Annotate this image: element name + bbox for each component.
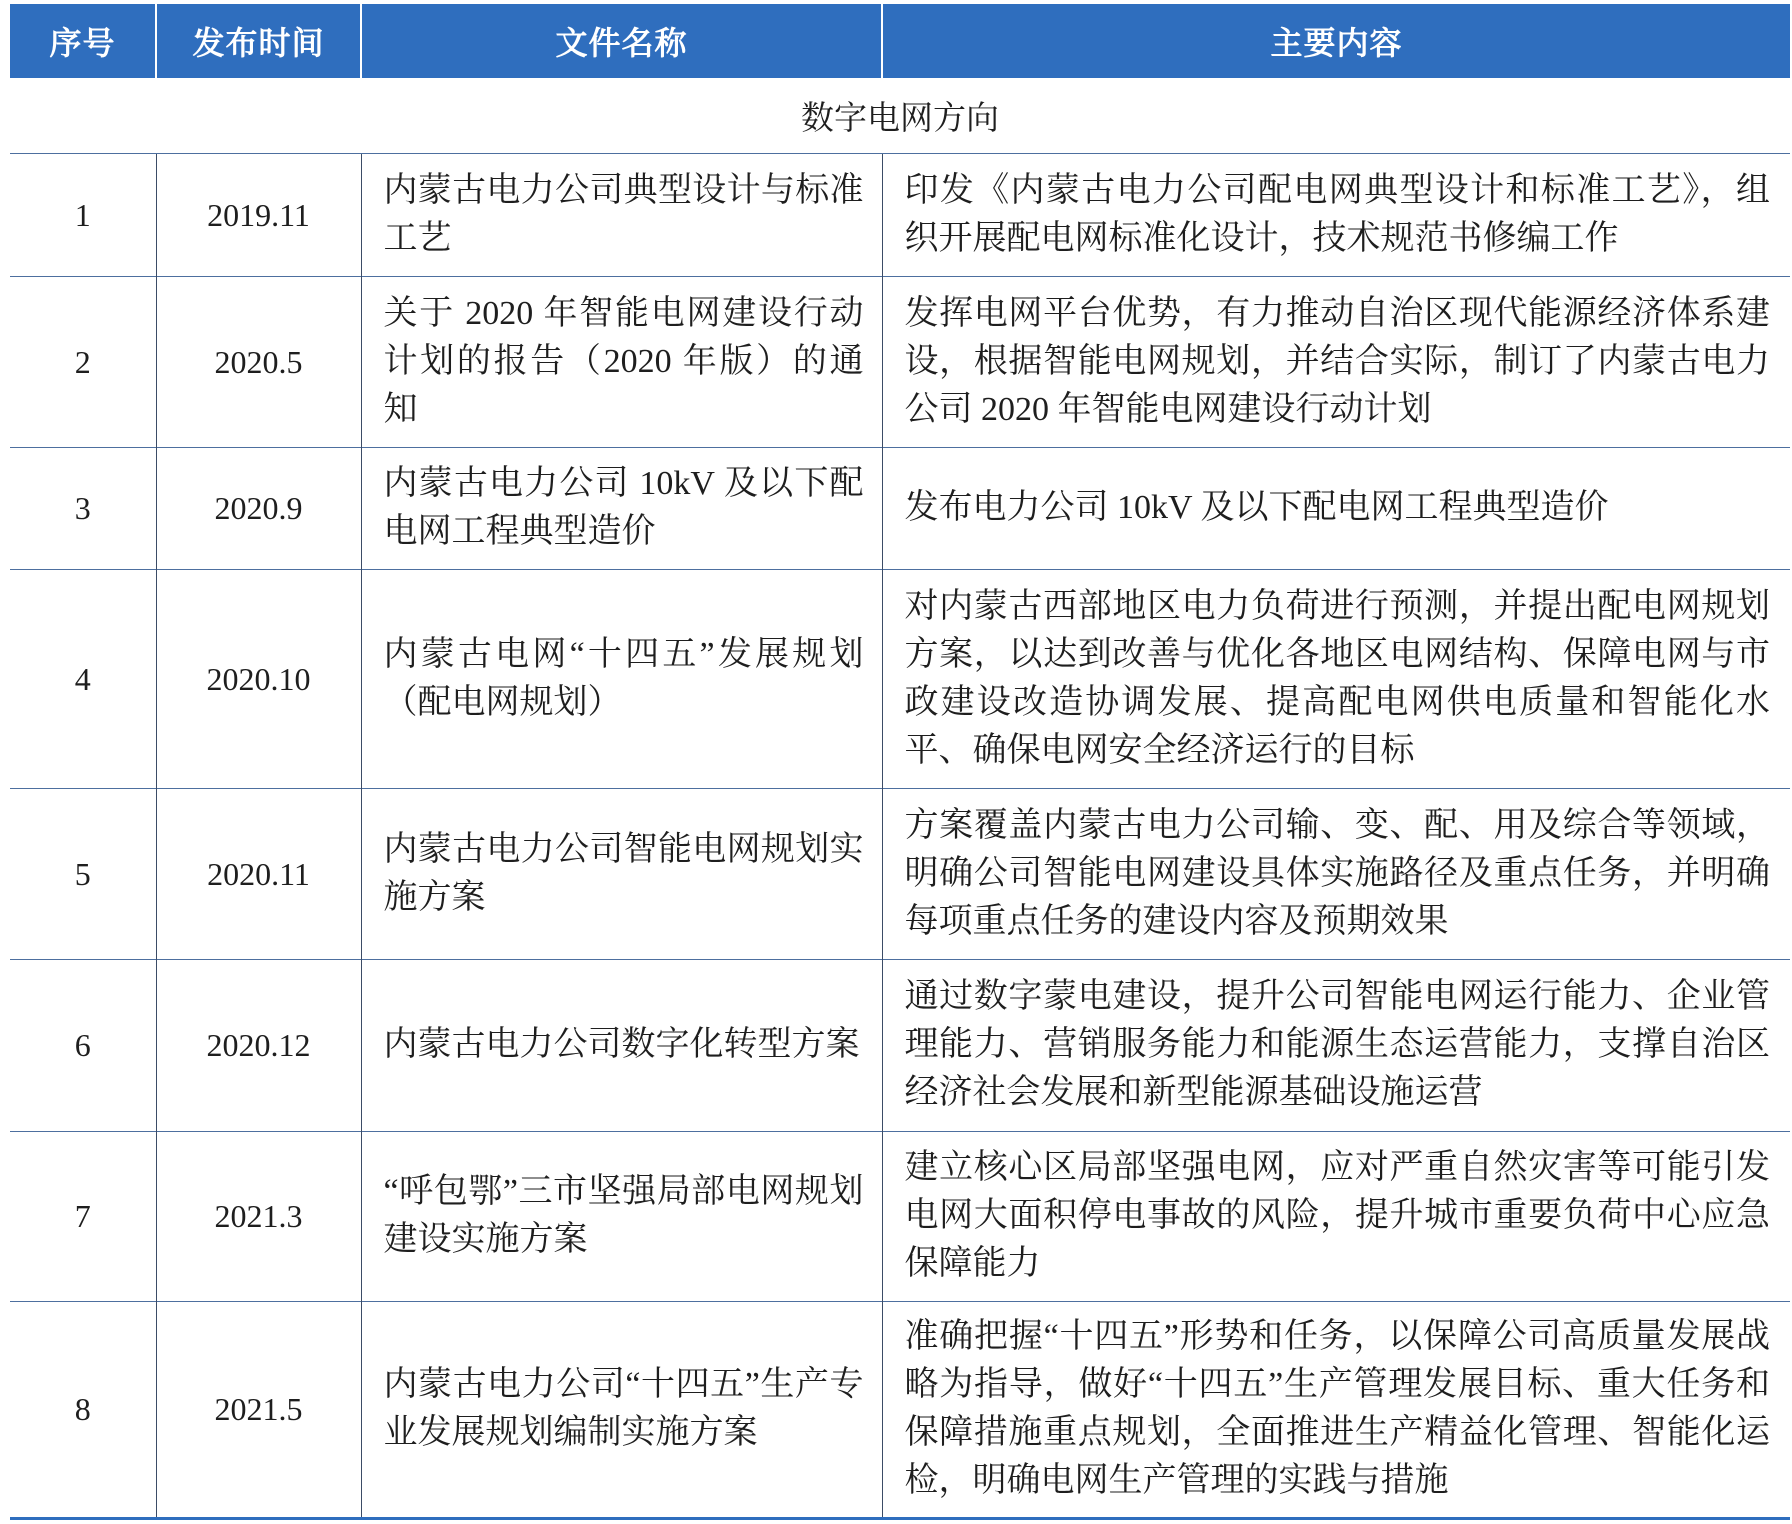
row-document-name: “呼包鄂”三市坚强局部电网规划建设实施方案: [361, 1131, 882, 1301]
table-row: [10, 788, 1790, 959]
row-serial-number: 4: [10, 569, 156, 788]
row-main-content: 对内蒙古西部地区电力负荷进行预测，并提出配电网规划方案，以达到改善与优化各地区电网结构、保障电网与市政建设改造协调发展、提高配电网供电质量和智能化水平、确保电网安全经济运行的目标: [882, 569, 1790, 788]
header-row: [10, 4, 1790, 78]
row-serial-number: 2: [10, 276, 156, 447]
row-release-date: 2021.3: [156, 1131, 361, 1301]
row-release-date: 2020.12: [156, 959, 361, 1131]
row-serial-number: 6: [10, 959, 156, 1131]
table-row: [10, 959, 1790, 1131]
row-serial-number: 3: [10, 447, 156, 569]
row-main-content: 发挥电网平台优势，有力推动自治区现代能源经济体系建设，根据智能电网规划，并结合实际，制订了内蒙古电力公司 2020 年智能电网建设行动计划: [882, 276, 1790, 447]
row-serial-number: 5: [10, 788, 156, 959]
row-main-content: 方案覆盖内蒙古电力公司输、变、配、用及综合等领域，明确公司智能电网建设具体实施路径及重点任务，并明确每项重点任务的建设内容及预期效果: [882, 788, 1790, 959]
row-document-name: 内蒙古电力公司典型设计与标准工艺: [361, 153, 882, 276]
row-release-date: 2019.11: [156, 153, 361, 276]
row-serial-number: 1: [10, 153, 156, 276]
row-release-date: 2020.10: [156, 569, 361, 788]
row-release-date: 2020.11: [156, 788, 361, 959]
row-document-name: 内蒙古电力公司智能电网规划实施方案: [361, 788, 882, 959]
row-release-date: 2020.5: [156, 276, 361, 447]
table-row: [10, 1301, 1790, 1518]
row-document-name: 内蒙古电网“十四五”发展规划（配电网规划）: [361, 569, 882, 788]
row-main-content: 通过数字蒙电建设，提升公司智能电网运行能力、企业管理能力、营销服务能力和能源生态运营能力，支撑自治区经济社会发展和新型能源基础设施运营: [882, 959, 1790, 1131]
table-row: [10, 447, 1790, 569]
row-serial-number: 7: [10, 1131, 156, 1301]
row-serial-number: 8: [10, 1301, 156, 1518]
row-document-name: 关于 2020 年智能电网建设行动计划的报告（2020 年版）的通知: [361, 276, 882, 447]
table-row: [10, 276, 1790, 447]
row-main-content: 发布电力公司 10kV 及以下配电网工程典型造价: [882, 447, 1790, 569]
row-main-content: 建立核心区局部坚强电网，应对严重自然灾害等可能引发电网大面积停电事故的风险，提升城市重要负荷中心应急保障能力: [882, 1131, 1790, 1301]
row-document-name: 内蒙古电力公司数字化转型方案: [361, 959, 882, 1131]
row-release-date: 2020.9: [156, 447, 361, 569]
table-row: [10, 153, 1790, 276]
section-title: 数字电网方向: [10, 78, 1790, 153]
policy-document-table: [10, 4, 1790, 1520]
row-release-date: 2021.5: [156, 1301, 361, 1518]
row-document-name: 内蒙古电力公司 10kV 及以下配电网工程典型造价: [361, 447, 882, 569]
header-main-content: 主要内容: [882, 4, 1790, 78]
header-serial-number: 序号: [10, 4, 156, 78]
header-document-name: 文件名称: [361, 4, 882, 78]
row-main-content: 准确把握“十四五”形势和任务，以保障公司高质量发展战略为指导，做好“十四五”生产管理发展目标、重大任务和保障措施重点规划，全面推进生产精益化管理、智能化运检，明确电网生产管理的实践与措施: [882, 1301, 1790, 1518]
table-row: [10, 569, 1790, 788]
table-row: [10, 1131, 1790, 1301]
row-document-name: 内蒙古电力公司“十四五”生产专业发展规划编制实施方案: [361, 1301, 882, 1518]
section-row: [10, 78, 1790, 153]
header-release-date: 发布时间: [156, 4, 361, 78]
row-main-content: 印发《内蒙古电力公司配电网典型设计和标准工艺》，组织开展配电网标准化设计，技术规范书修编工作: [882, 153, 1790, 276]
